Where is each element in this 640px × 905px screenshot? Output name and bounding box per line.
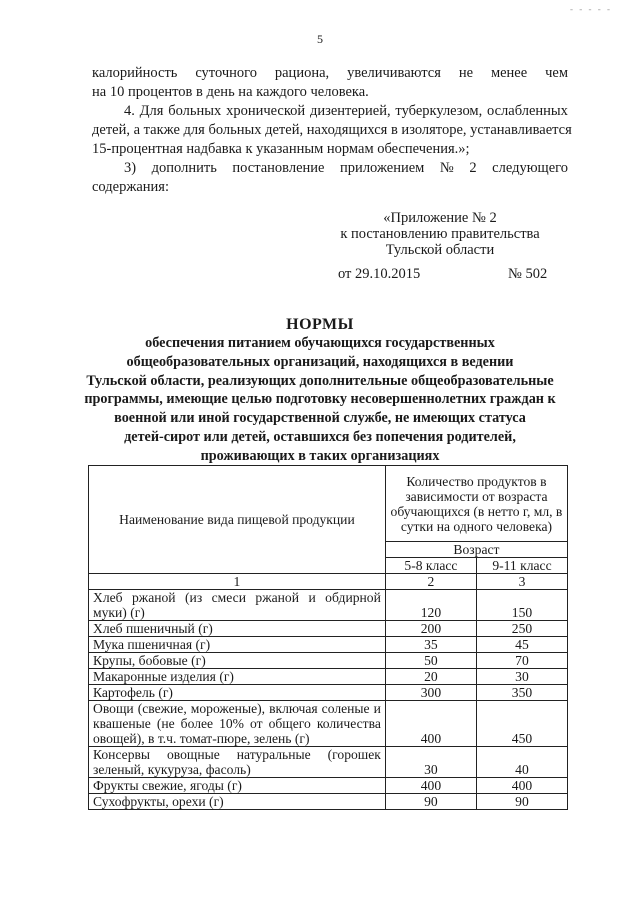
para1-line2: на 10 процентов в день на каждого человека. — [92, 84, 369, 100]
table-row — [89, 590, 568, 621]
product-name: Крупы, бобовые (г) — [89, 653, 386, 669]
value-grade-9-11: 250 — [476, 621, 567, 637]
value-grade-9-11: 70 — [476, 653, 567, 669]
product-name: Хлеб пшеничный (г) — [89, 621, 386, 637]
table-row — [89, 637, 568, 653]
word: туберкулезом, — [395, 103, 483, 119]
norms-table — [88, 465, 568, 810]
annex-line3: Тульской области — [385, 242, 495, 258]
column-number-row — [89, 574, 568, 590]
corner-mark: - - - - - — [570, 4, 612, 14]
word: 2 — [469, 160, 477, 176]
word: 4. — [124, 103, 135, 119]
value-grade-5-8: 35 — [385, 637, 476, 653]
product-name: Консервы овощные натуральные (горошек зеленый, кукуруза, фасоль) — [89, 747, 386, 778]
subtitle-line: обеспечения питанием обучающихся государственных — [145, 335, 495, 351]
para3-line2: содержания: — [92, 179, 170, 195]
word: увеличиваются — [347, 65, 441, 81]
para2-line1 — [124, 102, 568, 121]
value-grade-5-8: 400 — [385, 701, 476, 747]
page-number: 5 — [317, 32, 323, 46]
annex-date: от 29.10.2015 — [338, 266, 421, 282]
product-name: Овощи (свежие, мороженые), включая соленые и квашеные (не более 10% от общего количества овощей), в т.ч. томат-пюре, зелень (г) — [89, 701, 386, 747]
word: постановление — [232, 160, 325, 176]
value-grade-9-11: 150 — [476, 590, 567, 621]
header-product-name: Наименование вида пищевой продукции — [89, 466, 386, 574]
para2-line3: 15-процентная надбавка к указанным нормам обеспечения.»; — [92, 141, 470, 157]
value-grade-9-11: 30 — [476, 669, 567, 685]
table-row — [89, 794, 568, 810]
value-grade-5-8: 400 — [385, 778, 476, 794]
value-grade-9-11: 350 — [476, 685, 567, 701]
word: 3) — [124, 160, 137, 176]
column-number: 3 — [476, 574, 567, 590]
value-grade-9-11: 450 — [476, 701, 567, 747]
value-grade-5-8: 90 — [385, 794, 476, 810]
header-age: Возраст — [385, 542, 567, 558]
table-row — [89, 701, 568, 747]
product-name: Картофель (г) — [89, 685, 386, 701]
table-row — [89, 747, 568, 778]
value-grade-9-11: 40 — [476, 747, 567, 778]
para2-line2: детей, а также для больных детей, находящихся в изоляторе, устанавливается — [92, 122, 572, 138]
word: чем — [545, 65, 568, 81]
column-number: 2 — [385, 574, 476, 590]
product-name: Сухофрукты, орехи (г) — [89, 794, 386, 810]
value-grade-5-8: 30 — [385, 747, 476, 778]
para3-line1 — [124, 159, 568, 178]
word: менее — [490, 65, 528, 81]
para1-line1 — [92, 64, 568, 83]
word: приложением — [340, 160, 425, 176]
word: не — [458, 65, 474, 81]
product-name: Макаронные изделия (г) — [89, 669, 386, 685]
value-grade-9-11: 400 — [476, 778, 567, 794]
word: ослабленных — [487, 103, 568, 119]
word: суточного — [195, 65, 257, 81]
table-row — [89, 778, 568, 794]
header-quantity: Количество продуктов в зависимости от возраста обучающихся (в нетто г, мл, в сутки на одного человека) — [385, 466, 567, 542]
annex-line2: к постановлению правительства — [340, 226, 540, 242]
subtitle-line: программы, имеющие целью подготовку несовершеннолетних граждан к — [84, 391, 556, 408]
word: дизентерией, — [309, 103, 391, 119]
word: № — [439, 160, 454, 176]
word: дополнить — [151, 160, 217, 176]
header-grade-5-8: 5-8 класс — [385, 558, 476, 574]
value-grade-5-8: 50 — [385, 653, 476, 669]
annex-block — [330, 210, 550, 258]
product-name: Фрукты свежие, ягоды (г) — [89, 778, 386, 794]
word: Для — [139, 103, 164, 119]
word: хронической — [226, 103, 306, 119]
header-grade-9-11: 9-11 класс — [476, 558, 567, 574]
subtitle-line: Тульской области, реализующих дополнительные общеобразовательные — [86, 372, 554, 389]
word: следующего — [492, 160, 568, 176]
product-name: Мука пшеничная (г) — [89, 637, 386, 653]
value-grade-9-11: 90 — [476, 794, 567, 810]
value-grade-5-8: 20 — [385, 669, 476, 685]
word: больных — [168, 103, 222, 119]
table-row — [89, 669, 568, 685]
word: рациона, — [274, 65, 330, 81]
value-grade-9-11: 45 — [476, 637, 567, 653]
annex-number: № 502 — [508, 266, 548, 282]
subtitle-line: общеобразовательных организаций, находящихся в ведении — [126, 353, 514, 370]
subtitle-line: проживающих в таких организациях — [200, 447, 440, 464]
document-title: НОРМЫ — [286, 316, 354, 333]
column-number: 1 — [89, 574, 386, 590]
product-name: Хлеб ржаной (из смеси ржаной и обдирной муки) (г) — [89, 590, 386, 621]
annex-line1: «Приложение № 2 — [383, 210, 497, 226]
value-grade-5-8: 300 — [385, 685, 476, 701]
word: калорийность — [92, 65, 178, 81]
subtitle-line: военной или иной государственной службе, не имеющих статуса — [114, 410, 526, 427]
table-row — [89, 653, 568, 669]
value-grade-5-8: 200 — [385, 621, 476, 637]
document-subtitle — [70, 334, 570, 466]
table-row — [89, 685, 568, 701]
subtitle-line: детей-сирот или детей, оставшихся без попечения родителей, — [124, 428, 516, 445]
table-row — [89, 621, 568, 637]
value-grade-5-8: 120 — [385, 590, 476, 621]
